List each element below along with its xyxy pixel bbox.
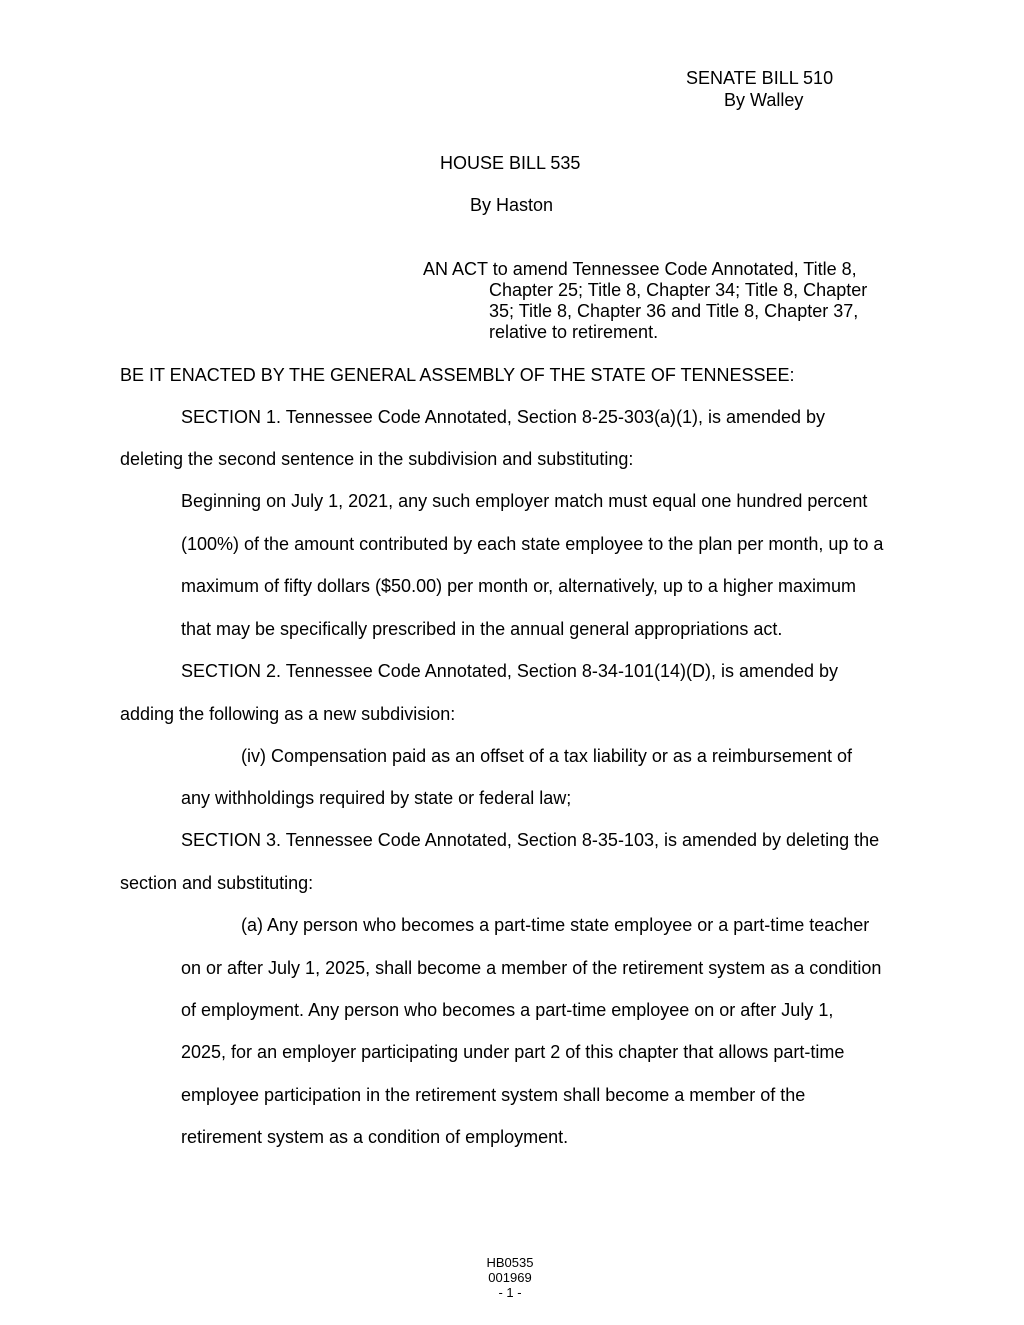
quoted-line: (100%) of the amount contributed by each state employee to the plan per month, up to a [181,534,884,554]
enacting-clause: BE IT ENACTED BY THE GENERAL ASSEMBLY OF THE STATE OF TENNESSEE: [120,365,795,385]
section-line: SECTION 3. Tennessee Code Annotated, Section 8-35-103, is amended by deleting the [181,830,880,850]
quoted-line: that may be specifically prescribed in the annual general appropriations act. [181,619,783,639]
quoted-line: any withholdings required by state or federal law; [181,788,572,808]
section-line: SECTION 1. Tennessee Code Annotated, Section 8-25-303(a)(1), is amended by [181,407,826,427]
section-line: section and substituting: [120,873,314,893]
quoted-line: of employment. Any person who becomes a part-time employee on or after July 1, [181,1000,834,1020]
footer-page-number: - 1 - [498,1285,522,1300]
caption-line: 35; Title 8, Chapter 36 and Title 8, Chapter 37, [489,301,859,321]
section-line: SECTION 2. Tennessee Code Annotated, Section 8-34-101(14)(D), is amended by [181,661,839,681]
section-line: deleting the second sentence in the subdivision and substituting: [120,449,634,469]
quoted-line: (a) Any person who becomes a part-time state employee or a part-time teacher [241,915,870,935]
quoted-line: Beginning on July 1, 2021, any such employer match must equal one hundred percent [181,491,868,511]
house-bill-number: HOUSE BILL 535 [440,153,581,173]
senate-bill-sponsor: By Walley [724,90,804,110]
quoted-line: maximum of fifty dollars ($50.00) per month or, alternatively, up to a higher maximum [181,576,856,596]
quoted-line: employee participation in the retirement system shall become a member of the [181,1085,806,1105]
quoted-line: (iv) Compensation paid as an offset of a tax liability or as a reimbursement of [241,746,852,766]
quoted-line: on or after July 1, 2025, shall become a member of the retirement system as a condition [181,958,882,978]
section-line: adding the following as a new subdivision: [120,704,456,724]
caption-line: relative to retirement. [489,322,659,342]
footer-bill-code: HB0535 [486,1255,534,1270]
footer-doc-number: 001969 [488,1270,532,1285]
caption-line: Chapter 25; Title 8, Chapter 34; Title 8, Chapter [489,280,868,300]
senate-bill-number: SENATE BILL 510 [686,68,834,88]
house-bill-sponsor: By Haston [470,195,554,215]
quoted-line: 2025, for an employer participating under part 2 of this chapter that allows part-time [181,1042,845,1062]
quoted-line: retirement system as a condition of employment. [181,1127,569,1147]
caption-line: AN ACT to amend Tennessee Code Annotated, Title 8, [423,259,857,279]
